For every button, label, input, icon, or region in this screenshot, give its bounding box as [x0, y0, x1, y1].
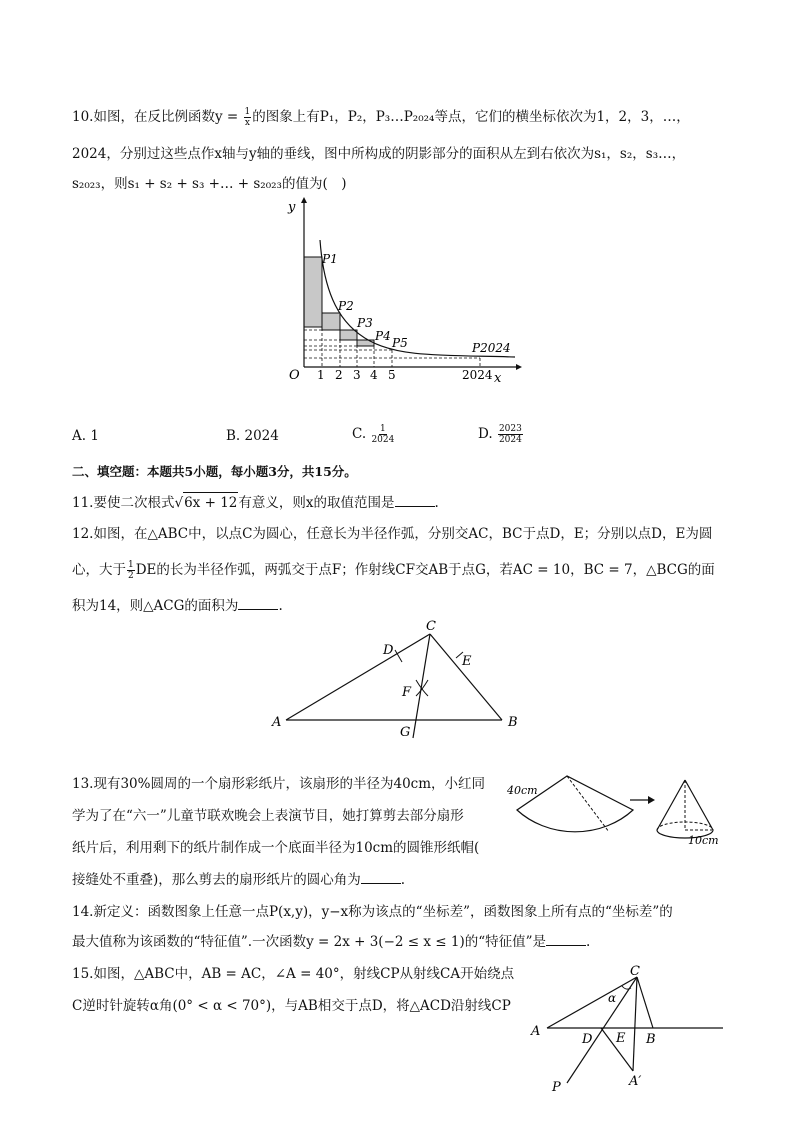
x-tick: 2024: [462, 368, 493, 382]
q10-line2: 2024，分别过这些点作x轴与y轴的垂线，图中所构成的阴影部分的面积从左到右依次为s₁，s₂，s₃…，: [72, 146, 686, 162]
x-tick: 1: [317, 368, 325, 382]
q10-line1: [72, 107, 690, 128]
point-label: P5: [392, 336, 408, 350]
sector-radius-label: 40cm: [507, 784, 538, 797]
x-tick: 5: [388, 368, 396, 382]
q12-line1: 12.如图，在△ABC中，以点C为圆心，任意长为半径作弧，分别交AC，BC于点D，E；分别以点D，E为圆: [72, 526, 713, 542]
vertex-label-c: C: [426, 619, 436, 634]
option-d[interactable]: D. $\frac{2023}{2024}$: [478, 424, 522, 445]
x-tick: 2: [335, 368, 343, 382]
q14-line2: 最大值称为该函数的“特征值”.一次函数y = 2x + 3(−2 ≤ x ≤ 1)的“特征值”是 .: [72, 934, 591, 950]
ray-label-p: P: [552, 1080, 561, 1095]
q10-line3: s₂₀₂₃，则s₁ + s₂ + s₃ +… + s₂₀₂₃的值为( ): [72, 176, 347, 192]
q14-line1: 14.新定义：函数图象上任意一点P(x,y)，y−x称为该点的“坐标差”，函数图象上所有点的“坐标差”的: [72, 904, 673, 920]
point-label-e: E: [462, 654, 472, 669]
point-label: P4: [375, 329, 391, 343]
radicand: 6x + 12: [183, 492, 238, 513]
vertex-label-a: A: [272, 715, 282, 730]
point-label-g: G: [400, 725, 411, 740]
q15-rotation-figure: [525, 963, 730, 1098]
point-label: P2024: [472, 341, 511, 355]
x-tick: 3: [353, 368, 361, 382]
option-b[interactable]: B. 2024: [226, 428, 279, 444]
option-c[interactable]: C. $\frac{1}{2024}$: [352, 424, 395, 445]
q15-line2: C逆时针旋转α角(0° < α < 70°)，与AB相交于点D，将△ACD沿射线CP: [72, 998, 511, 1014]
q12-line2: 心，大于 $\frac{1}{2}$ DE的长为半径作弧，两弧交于点F；作射线CF交AB于点G，若AC = 10，BC = 7，△BCG的面: [72, 560, 715, 581]
q10-text-b: 的图象上有P₁，P₂，P₃…P₂₀₂₄等点，它们的横坐标依次为1，2，3，…，: [252, 109, 690, 125]
cone-base-label: 10cm: [688, 834, 719, 847]
q12-line3: 积为14，则△ACG的面积为 .: [72, 598, 283, 614]
point-label-d: D: [383, 643, 394, 658]
q15-line1: 15.如图，△ABC中，AB = AC，∠A = 40°，射线CP从射线CA开始绕点: [72, 966, 515, 982]
point-label-f: F: [402, 685, 412, 700]
point-label-d: D: [582, 1032, 593, 1047]
x-axis-label: x: [494, 371, 502, 386]
q13-sector-cone-figure: [505, 772, 730, 847]
origin-label: O: [289, 368, 300, 383]
vertex-label-a: A: [531, 1024, 541, 1039]
x-tick: 4: [370, 368, 378, 382]
angle-label-alpha: α: [608, 991, 617, 1005]
point-label-a-prime: A′: [629, 1074, 642, 1089]
section-heading: 二、填空题：本题共5小题，每小题3分，共15分。: [72, 464, 357, 479]
q13-line3: 纸片后，利用剩下的纸片制作成一个底面半径为10cm的圆锥形纸帽(: [72, 840, 480, 856]
answer-blank[interactable]: [395, 494, 435, 507]
vertex-label-b: B: [646, 1032, 656, 1047]
vertex-label-c: C: [630, 964, 640, 979]
point-label: P1: [322, 252, 338, 266]
q13-line4: 接缝处不重叠)，那么剪去的扇形纸片的圆心角为 .: [72, 872, 406, 888]
answer-blank[interactable]: [238, 597, 278, 610]
y-axis-label: y: [288, 200, 296, 215]
q13-line2: 学为了在“六一”儿童节联欢晚会上表演节目，她打算剪去部分扇形: [72, 808, 464, 824]
q13-line1: 13.现有30%圆周的一个扇形彩纸片，该扇形的半径为40cm，小红同: [72, 776, 486, 792]
q11-line: 11.要使二次根式√6x + 12有意义，则x的取值范围是 .: [72, 492, 439, 513]
answer-blank[interactable]: [361, 871, 401, 884]
q10-graph: [280, 195, 520, 390]
q10-text-a: 10.如图，在反比例函数y =: [72, 109, 243, 125]
q10-fraction: $\frac{1}{x}$: [244, 107, 251, 128]
q12-triangle-figure: [270, 620, 530, 745]
option-a[interactable]: A. 1: [72, 428, 99, 444]
point-label: P3: [357, 316, 373, 330]
vertex-label-b: B: [508, 715, 518, 730]
point-label: P2: [338, 299, 354, 313]
answer-blank[interactable]: [546, 933, 586, 946]
point-label-e: E: [616, 1031, 626, 1046]
